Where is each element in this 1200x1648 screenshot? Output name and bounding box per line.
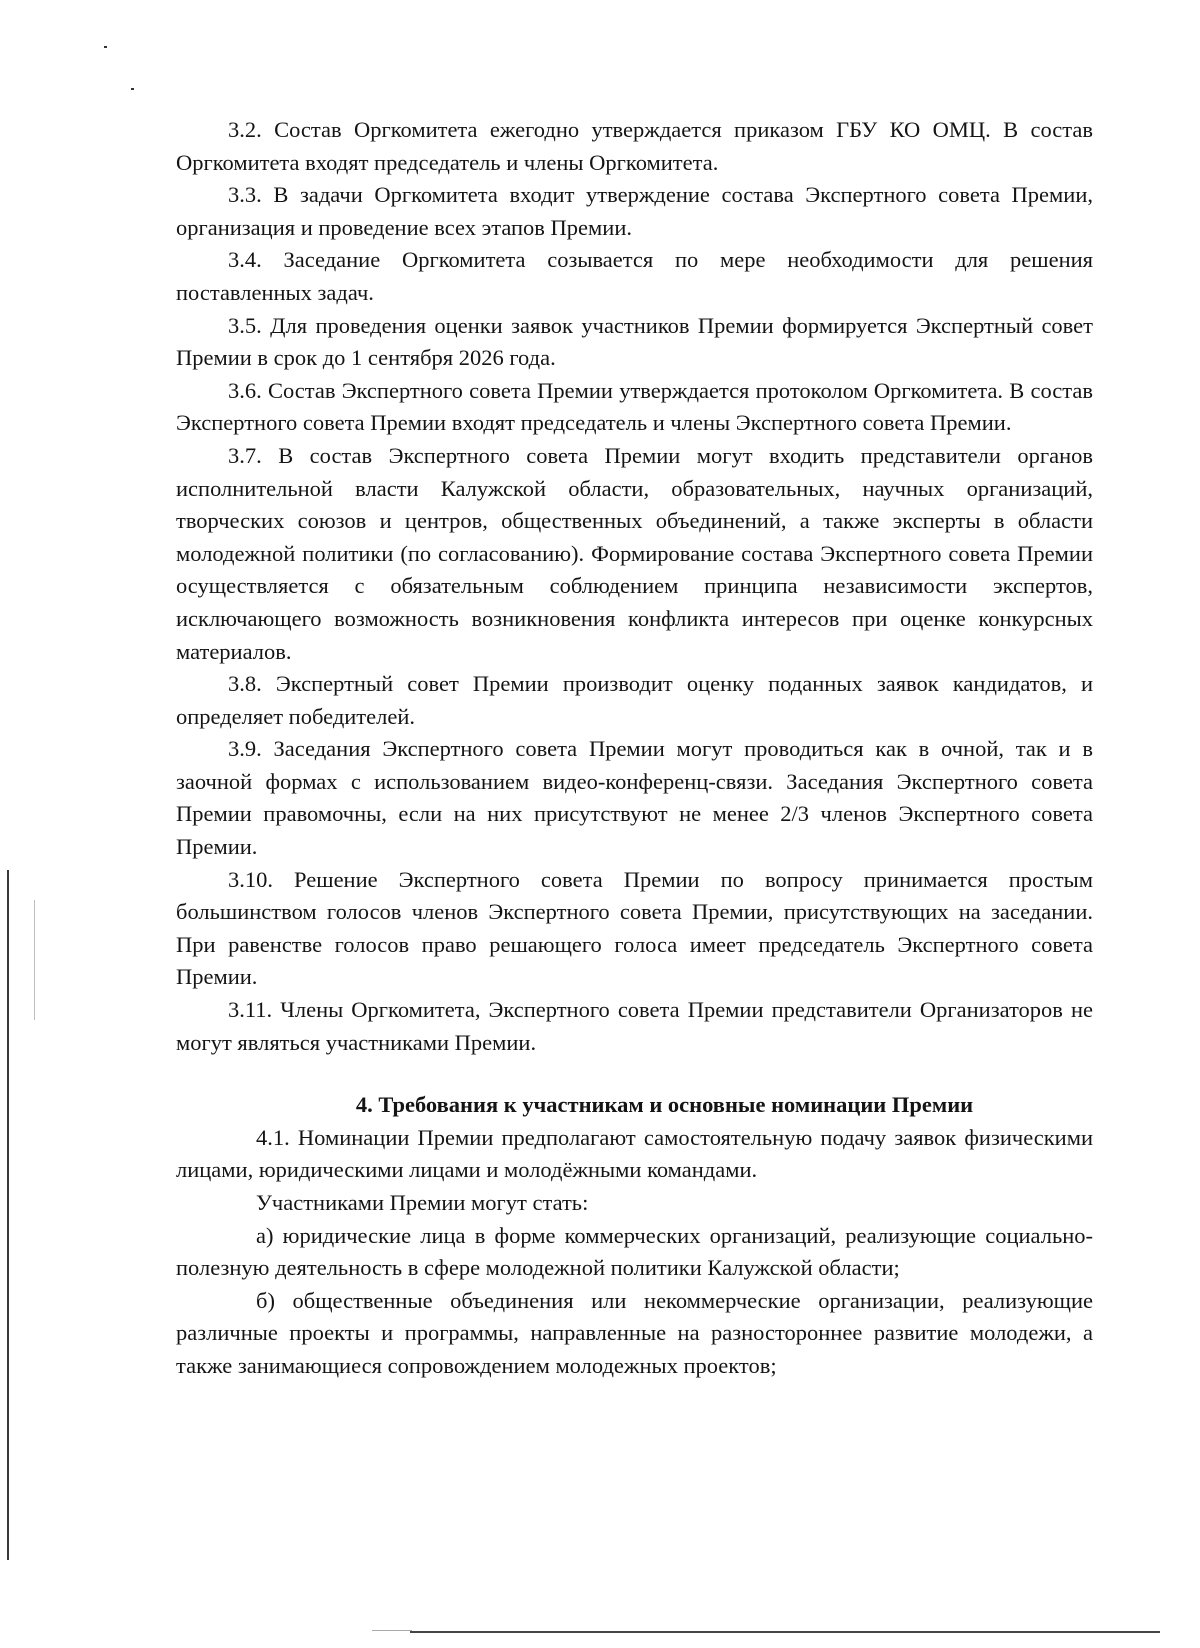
paragraph-3-2: 3.2. Состав Оргкомитета ежегодно утверждается приказом ГБУ КО ОМЦ. В состав Оргкомитета входят председатель и члены Оргкомитета. bbox=[176, 117, 1093, 175]
paragraph-3-5: 3.5. Для проведения оценки заявок участников Премии формируется Экспертный совет Премии в срок до 1 сентября 2026 года. bbox=[176, 312, 1093, 371]
paragraph-3-11: 3.11. Члены Оргкомитета, Экспертного совета Премии представители Организаторов не могут являться участниками Премии. bbox=[176, 997, 1093, 1055]
scan-speck bbox=[104, 46, 107, 48]
paragraph-item-b: б) общественные объединения или некоммерческие организации, реализующие различные проекты и программы, направленные на разностороннее развитие молодежи, а также занимающиеся сопровождением молодежных проектов; bbox=[176, 1287, 1093, 1378]
document-body bbox=[176, 114, 1093, 1383]
paragraph-item-a: а) юридические лица в форме коммерческих организаций, реализующие социально-полезную деятельность в сфере молодежной политики Калужской области; bbox=[176, 1222, 1093, 1281]
paragraph-3-10: 3.10. Решение Экспертного совета Премии по вопросу принимается простым большинством голосов членов Экспертного совета Премии, присутствующих на заседании. При равенстве голосов право решающего голоса имеет председатель Экспертного совета Премии. bbox=[176, 866, 1093, 990]
paragraph-3-9: 3.9. Заседания Экспертного совета Премии могут проводиться как в очной, так и в заочной формах с использованием видео-конференц-связи. Заседания Экспертного совета Премии правомочны, если на них присутствуют не менее 2/3 членов Экспертного совета Премии. bbox=[176, 736, 1093, 860]
scan-edge-line-bottom-faint bbox=[372, 1630, 412, 1631]
scan-speck bbox=[131, 88, 134, 90]
paragraph-3-3: 3.3. В задачи Оргкомитета входит утверждение состава Экспертного совета Премии, организация и проведение всех этапов Премии. bbox=[176, 182, 1093, 240]
paragraph-3-8: 3.8. Экспертный совет Премии производит оценку поданных заявок кандидатов, и определяет победителей. bbox=[176, 671, 1093, 729]
scan-edge-line-left bbox=[7, 870, 9, 1560]
scan-edge-line-bottom bbox=[410, 1631, 1160, 1633]
paragraph-3-7: 3.7. В состав Экспертного совета Премии могут входить представители органов исполнительной власти Калужской области, образовательных, научных организаций, творческих союзов и центров, общественных объединений, а также эксперты в области молодежной политики (по согласованию). Формирование состава Экспертного совета Премии осуществляется с обязательным соблюдением принципа независимости экспертов, исключающего возможность возникновения конфликта интересов при оценке конкурсных материалов. bbox=[176, 442, 1093, 664]
paragraph-3-4: 3.4. Заседание Оргкомитета созывается по мере необходимости для решения поставленных задач. bbox=[176, 247, 1093, 305]
paragraph-3-6: 3.6. Состав Экспертного совета Премии утверждается протоколом Оргкомитета. В состав Экспертного совета Премии входят председатель и члены Экспертного совета Премии. bbox=[176, 377, 1093, 436]
section-4-heading: 4. Требования к участникам и основные номинации Премии bbox=[355, 1092, 974, 1118]
scan-edge-line-left-faint bbox=[34, 900, 35, 1020]
paragraph-4-1: 4.1. Номинации Премии предполагают самостоятельную подачу заявок физическими лицами, юридическими лицами и молодёжными командами. bbox=[176, 1124, 1093, 1183]
paragraph-participants-intro: Участниками Премии могут стать: bbox=[256, 1190, 589, 1215]
